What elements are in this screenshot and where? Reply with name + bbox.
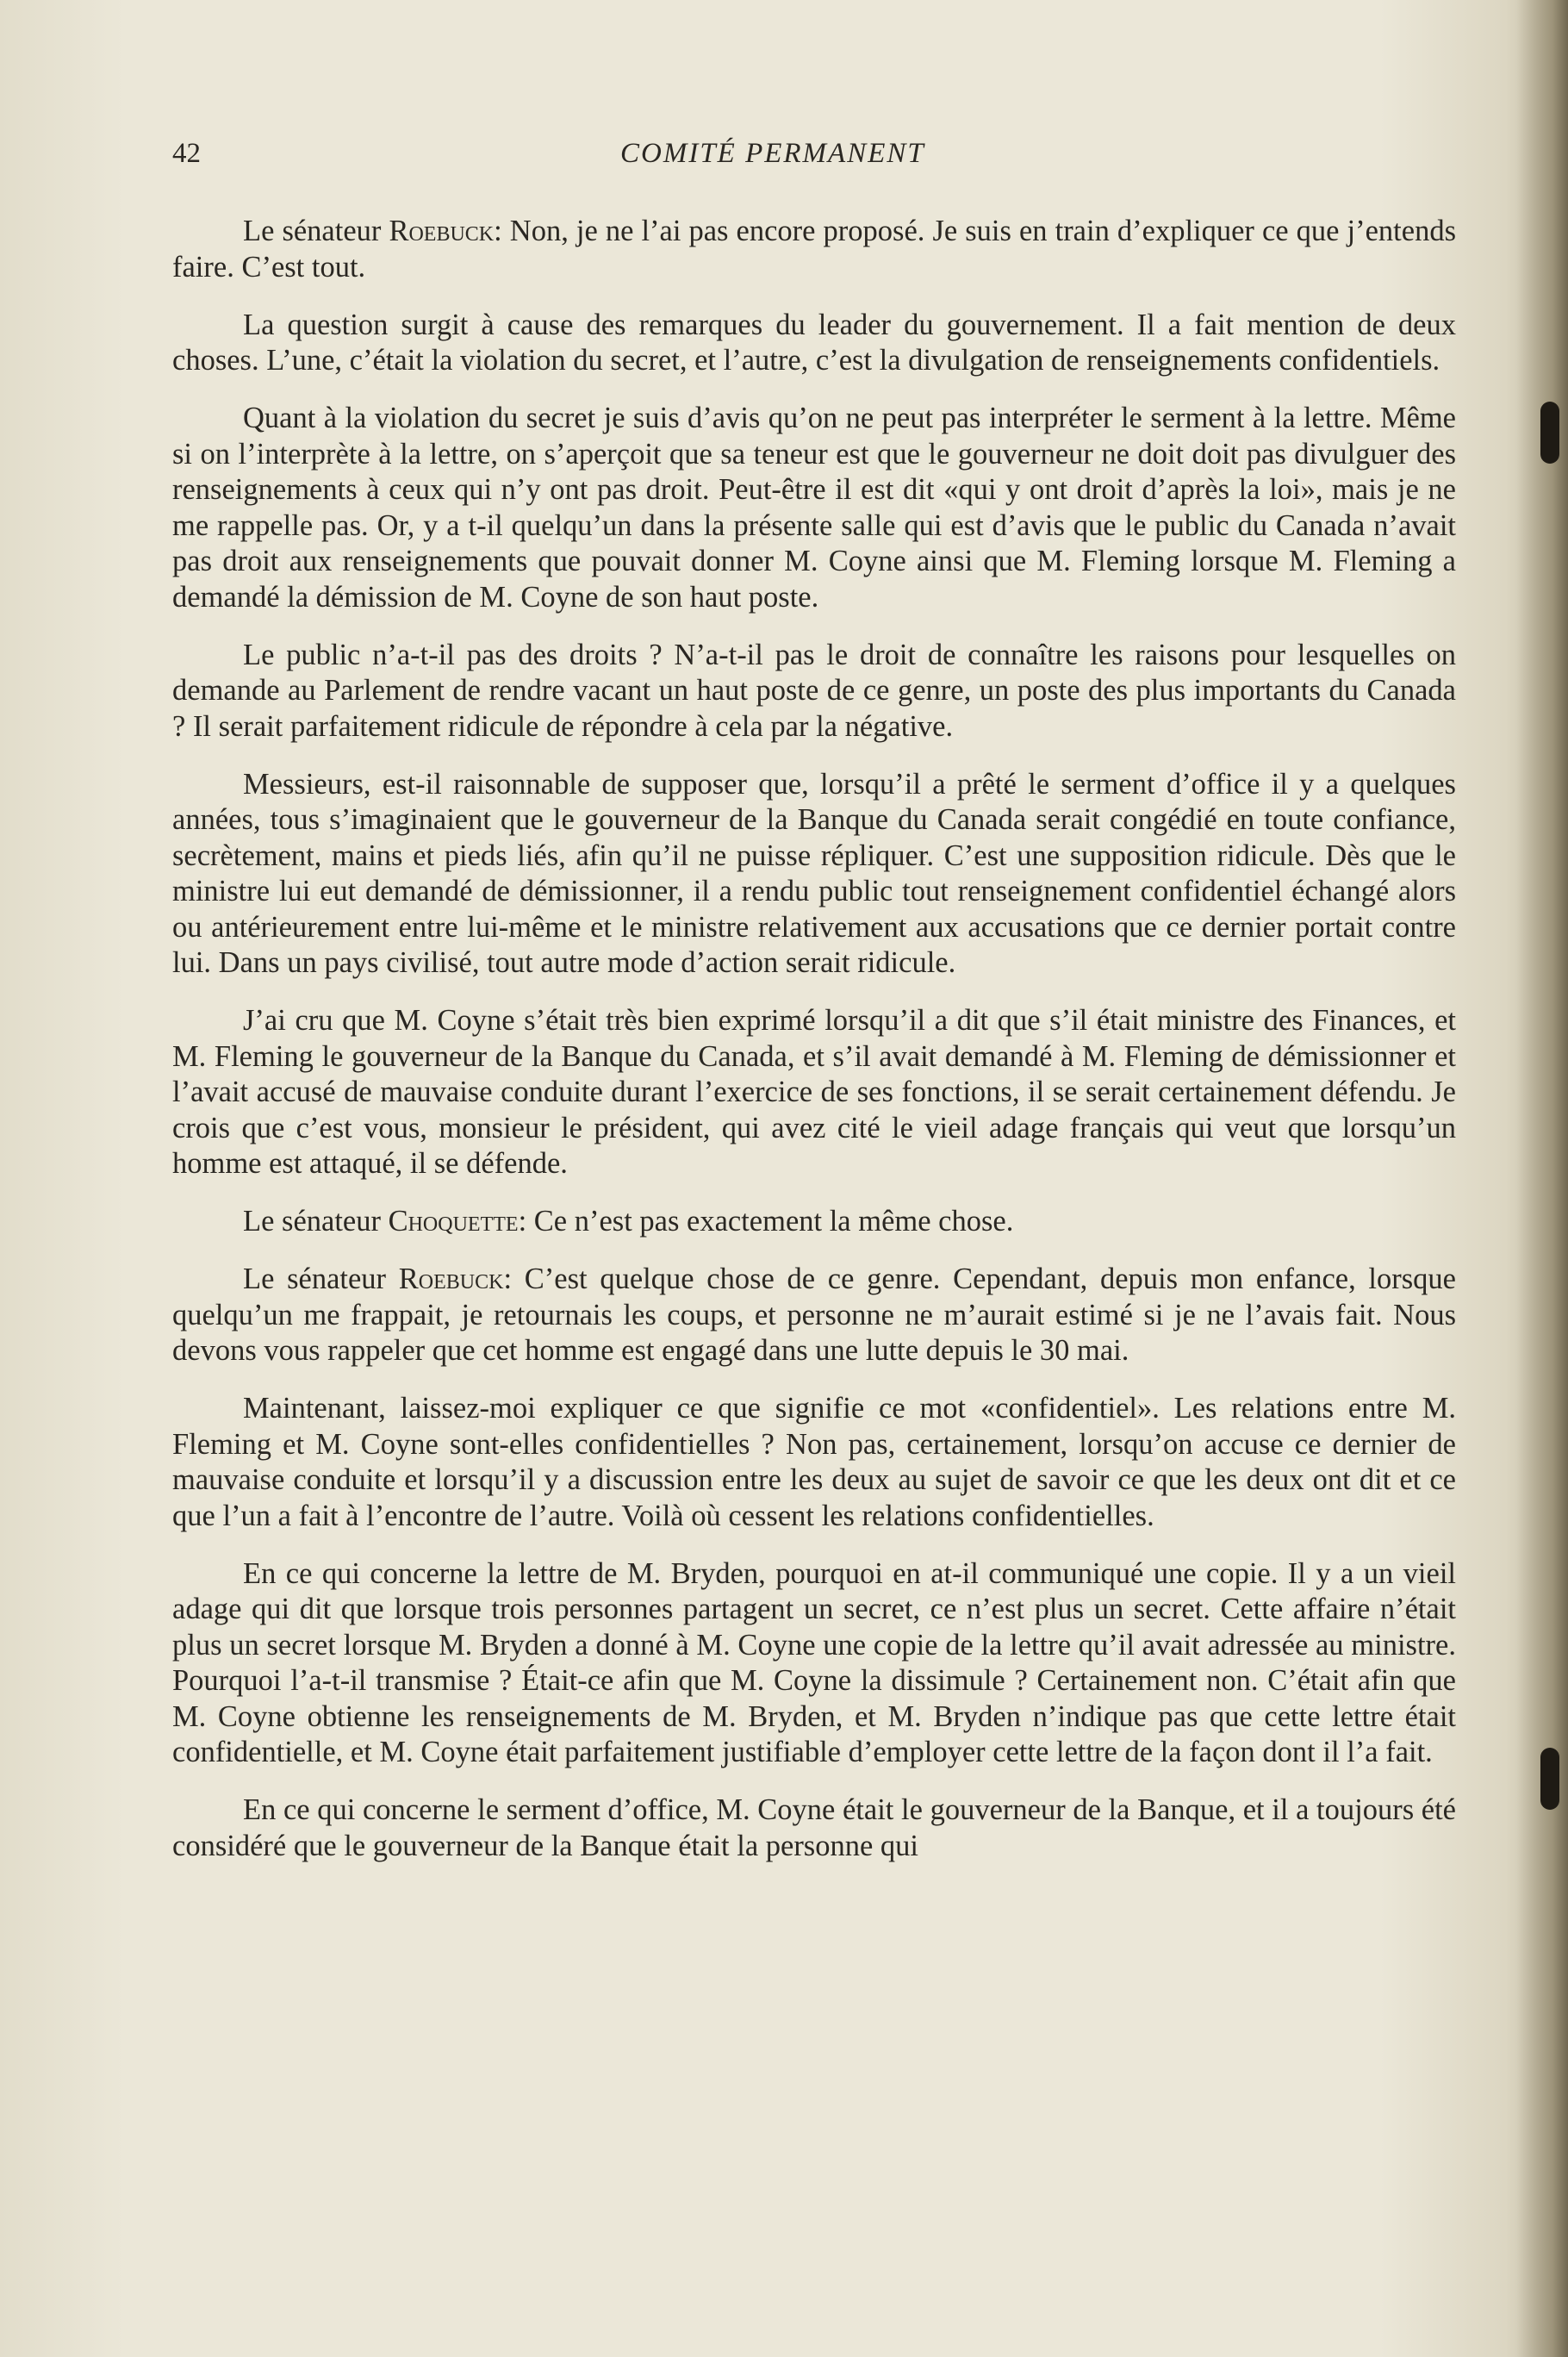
body-text bbox=[172, 214, 1456, 1886]
paragraph-text: Le public n’a-t-il pas des droits ? N’a-t-il pas le droit de connaître les raisons pour lesquelles on demande au Parlement de rendre vacant un haut poste de ce genre, un poste des plus importants du Canada ? Il serait parfaitement ridicule de répondre à cela par la négative. bbox=[172, 638, 1456, 743]
page-number: 42 bbox=[172, 138, 201, 169]
paragraph-text: J’ai cru que M. Coyne s’était très bien exprimé lorsqu’il a dit que s’il était ministre des Finances, et M. Fleming le gouverneur de la Banque du Canada, et s’il avait demandé à M. Fleming de démissionner et l’avait accusé de mauvaise conduite durant l’exercice de ses fonctions, il se serait certainement défendu. Je crois que c’est vous, monsieur le président, qui avez cité le vieil adage français qui veut que lorsqu’un homme est attaqué, il se défende. bbox=[172, 1004, 1456, 1180]
paragraph bbox=[172, 1003, 1456, 1182]
binding-hole-top bbox=[1540, 402, 1559, 464]
paragraph-text: En ce qui concerne la lettre de M. Bryden, pourquoi en at-il communiqué une copie. Il y a un vieil adage qui dit que lorsque trois personnes partagent un secret, ce n’est plus un secret. Cette affaire n’était plus un secret lorsque M. Bryden a donné à M. Coyne une copie de la lettre qu’il avait adressée au ministre. Pourquoi l’a-t-il transmise ? Était-ce afin que M. Coyne la dissimule ? Certainement non. C’était afin que M. Coyne obtienne les renseignements de M. Bryden, et M. Bryden n’indique pas que cette lettre était confidentielle, et M. Coyne était parfaitement justifiable d’employer cette lettre de la façon dont il l’a fait. bbox=[172, 1556, 1456, 1768]
paragraph-text: : Ce n’est pas exactement la même chose. bbox=[518, 1205, 1014, 1238]
paragraph bbox=[172, 1391, 1456, 1534]
binding-shadow bbox=[1516, 0, 1568, 2357]
speaker-name: Roebuck bbox=[389, 215, 495, 247]
speaker-name: Roebuck bbox=[398, 1263, 504, 1295]
paragraph bbox=[172, 767, 1456, 982]
paragraph bbox=[172, 1262, 1456, 1369]
paragraph-text: : C’est quelque chose de ce genre. Cependant, depuis mon enfance, lorsque quelqu’un me frappait, je retournais les coups, et personne ne m’aurait estimé si je ne l’avais fait. Nous devons vous rappeler que cet homme est engagé dans une lutte depuis le 30 mai. bbox=[172, 1263, 1456, 1367]
binding-hole-bottom bbox=[1540, 1748, 1559, 1810]
paragraph bbox=[172, 308, 1456, 379]
speaker-prefix: Le sénateur bbox=[243, 1263, 399, 1295]
paragraph bbox=[172, 638, 1456, 745]
paragraph bbox=[172, 214, 1456, 285]
paragraph-text: : Non, je ne l’ai pas encore proposé. Je suis en train d’expliquer ce que j’entends faire. C’est tout. bbox=[172, 215, 1456, 284]
paragraph-text: En ce qui concerne le serment d’office, M. Coyne était le gouverneur de la Banque, et il a toujours été considéré que le gouverneur de la Banque était la personne qui bbox=[172, 1793, 1456, 1862]
speaker-prefix: Le sénateur bbox=[243, 1205, 389, 1238]
paragraph bbox=[172, 1793, 1456, 1864]
paragraph-text: Messieurs, est-il raisonnable de supposer que, lorsqu’il a prêté le serment d’office il y a quelques années, tous s’imaginaient que le gouverneur de la Banque du Canada serait congédié en toute confiance, secrètement, mains et pieds liés, afin qu’il ne puisse répliquer. C’est une supposition ridicule. Dès que le ministre lui eut demandé de démissionner, il a rendu public tout renseignement confidentiel échangé alors ou antérieurement entre lui-même et le ministre relativement aux accusations que ce dernier portait contre lui. Dans un pays civilisé, tout autre mode d’action serait ridicule. bbox=[172, 767, 1456, 979]
paragraph-text: La question surgit à cause des remarques du leader du gouvernement. Il a fait mention de deux choses. L’une, c’était la violation du secret, et l’autre, c’est la divulgation de renseignements confidentiels. bbox=[172, 308, 1456, 377]
page-header bbox=[172, 138, 1456, 178]
paragraph-text: Quant à la violation du secret je suis d’avis qu’on ne peut pas interpréter le serment à la lettre. Même si on l’interprète à la lettre, on s’aperçoit que sa teneur est que le gouverneur ne doit doit pas divulguer des renseignements à ceux qui n’y ont pas droit. Peut-être il est dit «qui y ont droit d’après la loi», mais je ne me rappelle pas. Or, y a t-il quelqu’un dans la présente salle qui est d’avis que le public du Canada n’avait pas droit aux renseignements que pouvait donner M. Coyne ainsi que M. Fleming lorsque M. Fleming a demandé la démission de M. Coyne de son haut poste. bbox=[172, 402, 1456, 614]
paragraph bbox=[172, 1204, 1456, 1240]
paragraph-text: Maintenant, laissez-moi expliquer ce que signifie ce mot «confidentiel». Les relations entre M. Fleming et M. Coyne sont-elles confidentielles ? Non pas, certainement, lorsqu’on accuse ce dernier de mauvaise conduite et lorsqu’il y a discussion entre les deux au sujet de savoir ce que les deux ont dit et ce que l’un a fait à l’encontre de l’autre. Voilà où cessent les relations confidentielles. bbox=[172, 1392, 1456, 1532]
speaker-prefix: Le sénateur bbox=[243, 215, 389, 247]
running-title: COMITÉ PERMANENT bbox=[620, 138, 925, 169]
paragraph bbox=[172, 1556, 1456, 1771]
paragraph bbox=[172, 401, 1456, 615]
speaker-name: Choquette bbox=[388, 1205, 519, 1238]
